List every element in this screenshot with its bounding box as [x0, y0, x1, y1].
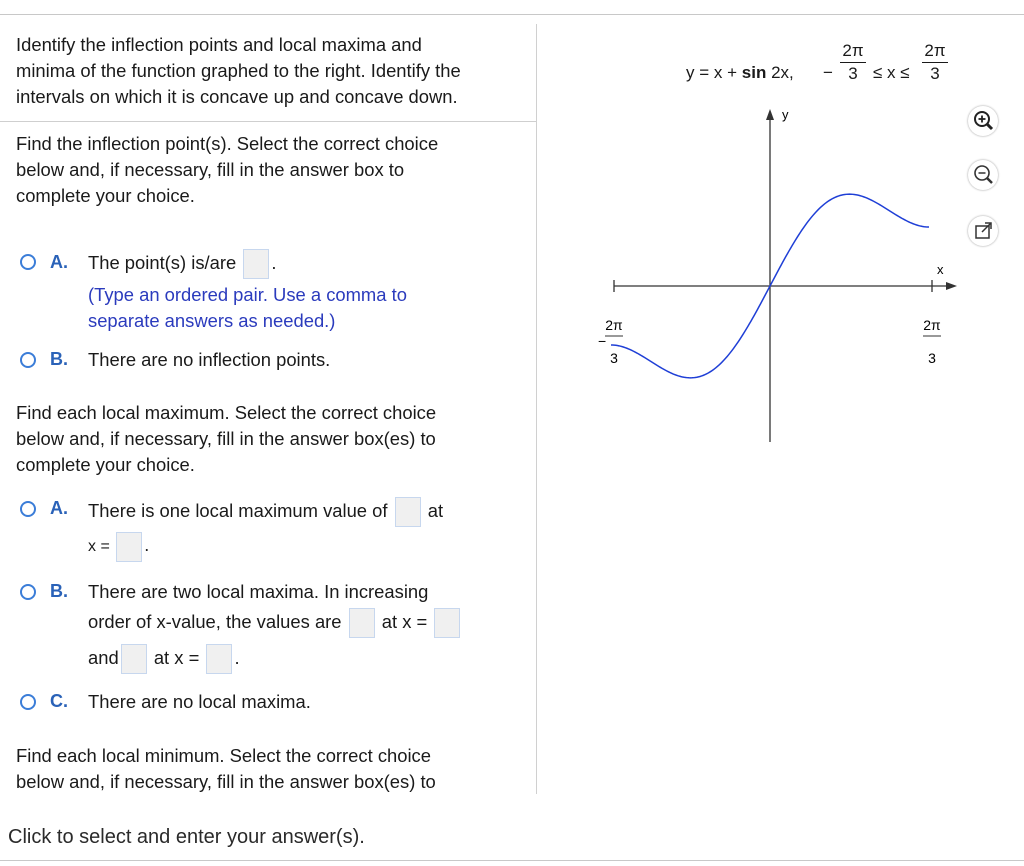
- part2-option-b-row2: [88, 608, 462, 638]
- fraction-bar: [922, 62, 948, 63]
- x-axis-label: x: [937, 262, 944, 277]
- local-max2-x-box[interactable]: [206, 644, 232, 674]
- local-max1-value-box[interactable]: [349, 608, 375, 638]
- domain-right-num: 2π: [924, 41, 946, 60]
- part1-option-a-hint1: (Type an ordered pair. Use a comma to: [88, 284, 407, 305]
- part1-option-b-text: There are no inflection points.: [88, 349, 331, 370]
- part1-prompt-line3: complete your choice.: [16, 185, 195, 206]
- domain-left-den: 3: [848, 64, 858, 83]
- fraction-bar: [840, 62, 866, 63]
- part2-option-b-row3: [88, 644, 240, 674]
- local-max1-x-box[interactable]: [434, 608, 460, 638]
- part2-option-c-radio[interactable]: [20, 694, 36, 710]
- zoom-in-icon[interactable]: [968, 106, 998, 136]
- footer-border: [0, 860, 1024, 861]
- x-tick-left-den: 3: [610, 350, 618, 366]
- part2-option-b-and: and: [88, 646, 119, 668]
- domain-left-num: 2π: [842, 41, 864, 60]
- part3-prompt-line1: Find each local minimum. Select the correct choice: [16, 745, 431, 766]
- part1-prompt-line1: Find the inflection point(s). Select the correct choice: [16, 133, 439, 154]
- part2-option-b-letter: B.: [50, 581, 68, 601]
- part1-option-a-letter: A.: [50, 252, 68, 272]
- part2-option-b-atx: at x =: [381, 610, 428, 632]
- part2-option-b-text2: order of x-value, the values are: [88, 610, 342, 632]
- question-intro-line1: Identify the inflection points and local maxima and: [16, 34, 422, 55]
- period: .: [144, 535, 150, 556]
- domain-right-fraction: [922, 41, 948, 84]
- part1-option-a-hint2: separate answers as needed.): [88, 310, 336, 331]
- domain-left-fraction: [840, 41, 866, 84]
- part3-prompt-line2: below and, if necessary, fill in the answer box(es) to: [16, 771, 436, 792]
- equation-arg: 2x,: [771, 63, 794, 82]
- part1-option-b-letter: B.: [50, 349, 68, 369]
- domain-inequality: ≤ x ≤: [873, 63, 910, 82]
- question-intro-line2: minima of the function graphed to the right. Identify the: [16, 60, 461, 81]
- question-separator: [0, 121, 536, 122]
- part2-option-b-radio[interactable]: [20, 584, 36, 600]
- x-tick-left-minus: −: [598, 333, 607, 349]
- y-axis-label: y: [782, 107, 789, 122]
- inflection-point-answer-box[interactable]: [243, 249, 269, 279]
- part1-prompt-line2: below and, if necessary, fill in the answer box to: [16, 159, 405, 180]
- y-axis-arrow: [766, 109, 774, 120]
- popout-icon[interactable]: [968, 216, 998, 246]
- part2-option-a: [88, 497, 443, 527]
- domain-right-den: 3: [930, 64, 940, 83]
- part2-option-a-text: There is one local maximum value of: [88, 499, 388, 521]
- local-max-value-box[interactable]: [395, 497, 421, 527]
- x-axis-arrow: [946, 282, 957, 290]
- part2-option-b-text1: There are two local maxima. In increasing: [88, 581, 429, 602]
- part2-prompt-line1: Find each local maximum. Select the correct choice: [16, 402, 437, 423]
- part1-option-b-radio[interactable]: [20, 352, 36, 368]
- x-tick-right-num: 2π: [923, 317, 941, 333]
- part2-option-c-text: There are no local maxima.: [88, 691, 311, 712]
- question-intro-line3: intervals on which it is concave up and concave down.: [16, 86, 458, 107]
- panel-divider: [536, 24, 537, 794]
- local-max-x-box[interactable]: [116, 532, 142, 562]
- period: .: [271, 251, 277, 273]
- part2-option-b-atx2: at x =: [153, 646, 200, 668]
- equation-sin: sin: [741, 63, 767, 82]
- local-max2-value-box[interactable]: [121, 644, 147, 674]
- footer-instruction: Click to select and enter your answer(s).: [8, 826, 365, 848]
- zoom-out-icon[interactable]: [968, 160, 998, 190]
- part2-option-a-x-row: [88, 532, 149, 562]
- part1-option-a-text: The point(s) is/are: [88, 251, 237, 273]
- part2-option-a-at: at: [427, 499, 444, 521]
- part1-option-a: [88, 249, 276, 279]
- part2-option-a-letter: A.: [50, 498, 68, 518]
- part2-prompt-line2: below and, if necessary, fill in the answer box(es) to: [16, 428, 436, 449]
- x-tick-right-den: 3: [928, 350, 936, 366]
- period: .: [234, 646, 240, 668]
- part2-option-a-x: x =: [88, 538, 110, 556]
- part2-option-a-radio[interactable]: [20, 501, 36, 517]
- equation-left: y = x +: [686, 63, 738, 82]
- function-graph: [580, 100, 980, 460]
- part2-option-c-letter: C.: [50, 691, 68, 711]
- x-tick-left-num: 2π: [605, 317, 623, 333]
- top-border: [0, 14, 1024, 15]
- equation-minus: −: [823, 63, 833, 82]
- equation: [686, 63, 794, 83]
- part2-prompt-line3: complete your choice.: [16, 454, 195, 475]
- part1-option-a-radio[interactable]: [20, 254, 36, 270]
